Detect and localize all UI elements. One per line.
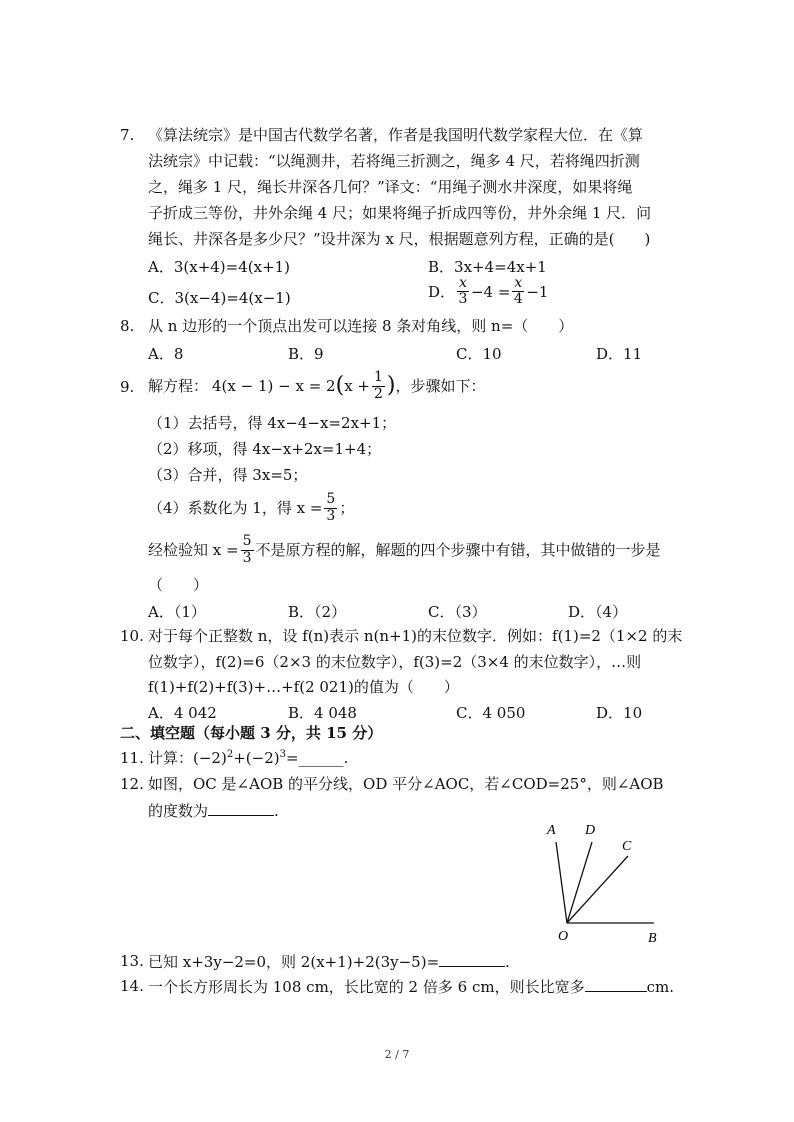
q9-step-4 xyxy=(148,488,354,528)
q10-line-2: 位数字），f(2)=6（2×3 的末位数字），f(3)=2（3×4 的末位数字），…则 xyxy=(148,653,642,671)
q7-option-d-fraction-2 xyxy=(512,276,524,308)
q7-d-num-2: x xyxy=(514,275,523,291)
angle-figure xyxy=(540,818,670,948)
q11-mid: +(−2) xyxy=(233,749,280,767)
label-d: D xyxy=(585,823,596,838)
q9-text-post: ，步骤如下： xyxy=(395,377,486,395)
q10-line-3: f(1)+f(2)+f(3)+…+f(2 021)的值为（ ） xyxy=(148,678,459,696)
label-b: B xyxy=(648,931,657,946)
q14-text xyxy=(148,977,674,996)
q7-option-d xyxy=(428,276,548,308)
q10-option-d: D．10 xyxy=(596,704,643,722)
q7-option-c: C．3(x−4)=4(x−1) xyxy=(148,289,291,307)
q9-option-c: C．（3） xyxy=(428,603,487,621)
q9-number: 9. xyxy=(120,378,135,396)
q8-option-a: A．8 xyxy=(148,345,184,363)
q11-sup-2: 3 xyxy=(279,749,286,760)
label-a: A xyxy=(547,823,556,838)
q9-eq-den: 2 xyxy=(373,385,383,402)
q11-post: =______. xyxy=(285,749,349,767)
q7-option-d-end: −1 xyxy=(526,282,549,301)
q9-step-1: （1）去括号，得 4x−4−x=2x+1； xyxy=(148,414,397,432)
q14-text-pre: 一个长方形周长为 108 cm，长比宽的 2 倍多 6 cm，则长比宽多 xyxy=(148,978,585,996)
q9-check-den: 3 xyxy=(242,549,252,566)
q13-text xyxy=(148,952,510,971)
q9-option-a: A．（1） xyxy=(148,603,206,621)
q7-line-1: 《算法统宗》是中国古代数学名著，作者是我国明代数学家程大位．在《算 xyxy=(148,126,644,144)
q7-d-den-1: 3 xyxy=(458,291,468,308)
q14-text-post: cm. xyxy=(646,978,674,996)
q9-eq-num: 1 xyxy=(373,369,383,386)
q9-text-pre: 解方程： xyxy=(148,377,209,395)
q9-check-post: 不是原方程的解，解题的四个步骤中有错，其中做错的一步是 xyxy=(255,541,661,559)
q9-check-num: 5 xyxy=(242,533,252,550)
q9-step4-num: 5 xyxy=(326,491,336,508)
q11-sup-1: 2 xyxy=(226,749,234,760)
q9-equation-fraction xyxy=(372,370,385,402)
q9-equation-line xyxy=(148,366,486,406)
q10-number: 10. xyxy=(120,627,144,645)
q9-equation-left: 4(x − 1) − x = 2 xyxy=(212,377,336,395)
q13-number: 13. xyxy=(120,952,144,970)
section-fill-in-blank-heading: 二、填空题（每小题 3 分，共 15 分） xyxy=(120,724,383,742)
q9-option-d: D．（4） xyxy=(568,603,628,621)
q14-answer-blank[interactable] xyxy=(585,977,647,992)
q13-answer-blank[interactable] xyxy=(439,952,505,967)
q10-option-a: A．4 042 xyxy=(148,704,217,722)
q14-number: 14. xyxy=(120,977,144,995)
q10-option-c: C．4 050 xyxy=(456,704,526,722)
q8-option-b: B．9 xyxy=(288,345,324,363)
q7-line-3: 之，绳多 1 尺，绳长井深各几何？”译文：“用绳子测水井深度，如果将绳 xyxy=(148,178,633,196)
q7-option-d-mid: −4 = xyxy=(470,282,511,301)
q11-number: 11. xyxy=(120,749,144,767)
q9-step4-post: ； xyxy=(339,499,355,517)
ray-oa xyxy=(556,842,567,923)
q9-check-pre: 经检验知 x = xyxy=(148,541,239,559)
q9-check xyxy=(148,530,661,570)
q9-step-3: （3）合并，得 3x=5； xyxy=(148,466,308,484)
ray-oc xyxy=(567,856,628,923)
q7-line-2: 法统宗》中记载：“以绳测井，若将绳三折测之，绳多 4 尺，若将绳四折测 xyxy=(148,152,640,170)
q7-option-d-label: D． xyxy=(428,283,456,302)
q9-paren-open: ( xyxy=(335,373,345,398)
label-o: O xyxy=(558,929,569,944)
q7-d-num-1: x xyxy=(459,275,467,291)
q11-pre: 计算：(−2) xyxy=(148,749,227,767)
q12-line-1: 如图，OC 是∠AOB 的平分线，OD 平分∠AOC，若∠COD=25°，则∠AOB xyxy=(148,775,664,793)
q12-line-2 xyxy=(148,801,279,820)
q8-option-d: D．11 xyxy=(596,345,643,363)
q10-option-b: B．4 048 xyxy=(288,704,357,722)
q13-text-pre: 已知 x+3y−2=0，则 2(x+1)+2(3y−5)= xyxy=(148,953,440,971)
q12-answer-blank[interactable] xyxy=(208,801,274,816)
label-c: C xyxy=(622,839,632,854)
q9-step4-den: 3 xyxy=(326,507,336,524)
q8-option-c: C．10 xyxy=(456,345,502,363)
q12-line2-pre: 的度数为 xyxy=(148,802,209,820)
q9-step4-pre: （4）系数化为 1，得 x = xyxy=(148,499,323,517)
q7-option-b: B．3x+4=4x+1 xyxy=(428,258,547,276)
ray-od xyxy=(567,842,592,923)
q7-line-4: 子折成三等份，井外余绳 4 尺；如果将绳子折成四等份，井外余绳 1 尺．问 xyxy=(148,204,652,222)
q9-step-2: （2）移项，得 4x−x+2x=1+4； xyxy=(148,440,382,458)
q9-answer-paren: （ ） xyxy=(148,576,209,594)
q7-option-a: A．3(x+4)=4(x+1) xyxy=(148,258,291,276)
q13-text-post: . xyxy=(505,953,510,971)
q7-d-den-2: 4 xyxy=(513,291,523,308)
page-number: 2 / 7 xyxy=(384,1048,410,1061)
q7-number: 7. xyxy=(120,126,135,144)
q8-number: 8. xyxy=(120,317,135,335)
q10-line-1: 对于每个正整数 n，设 f(n)表示 n(n+1)的末位数字．例如：f(1)=2（1×2 的末 xyxy=(148,627,683,645)
q9-option-b: B．（2） xyxy=(288,603,347,621)
q9-step4-fraction xyxy=(324,492,337,524)
q11-text xyxy=(148,749,348,767)
q9-check-fraction xyxy=(241,534,254,566)
q7-option-d-fraction-1 xyxy=(457,276,469,308)
q12-line2-post: . xyxy=(274,802,279,820)
q9-paren-close: ) xyxy=(386,373,396,398)
q8-text: 从 n 边形的一个顶点出发可以连接 8 条对角线，则 n=（ ） xyxy=(148,317,574,335)
q9-equation-inner: x + xyxy=(344,377,370,395)
q7-line-5: 绳长、井深各是多少尺？”设井深为 x 尺，根据题意列方程，正确的是( ) xyxy=(148,230,651,248)
q12-number: 12. xyxy=(120,775,144,793)
